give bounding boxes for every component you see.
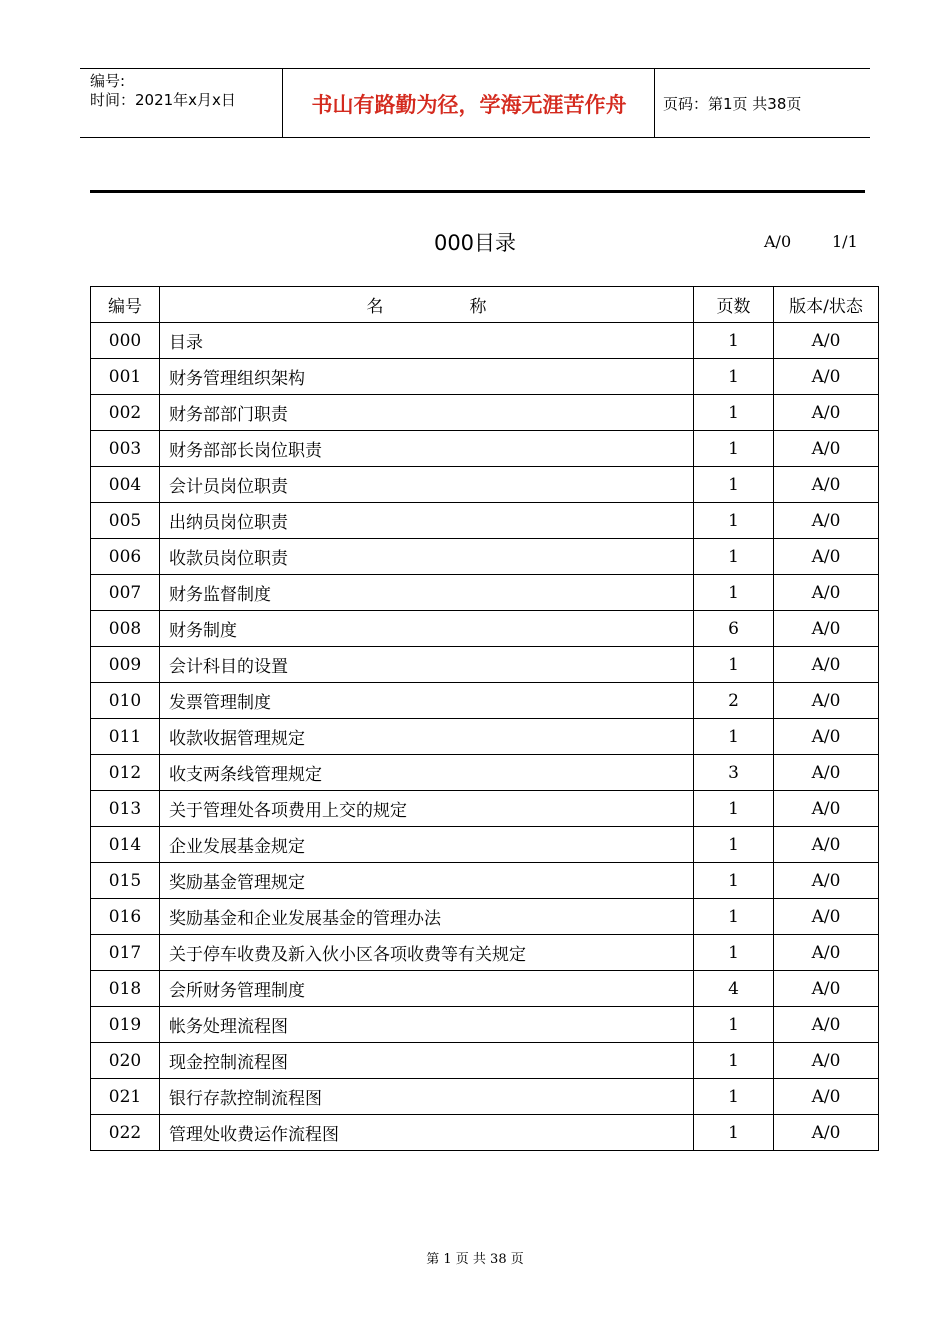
table-row — [91, 431, 879, 467]
row-version: A/0 — [774, 1043, 879, 1079]
row-version: A/0 — [774, 971, 879, 1007]
row-pages: 1 — [694, 467, 774, 503]
table-header-row — [91, 287, 879, 323]
table-row — [91, 899, 879, 935]
row-pages: 1 — [694, 827, 774, 863]
row-code: 018 — [91, 971, 160, 1007]
row-code: 009 — [91, 647, 160, 683]
row-version: A/0 — [774, 899, 879, 935]
table-row — [91, 1043, 879, 1079]
row-name: 现金控制流程图 — [160, 1043, 694, 1079]
table-row — [91, 971, 879, 1007]
row-pages: 1 — [694, 1079, 774, 1115]
table-row — [91, 575, 879, 611]
row-version: A/0 — [774, 503, 879, 539]
table-row — [91, 1007, 879, 1043]
row-code: 000 — [91, 323, 160, 359]
row-version: A/0 — [774, 575, 879, 611]
row-code: 007 — [91, 575, 160, 611]
table-row — [91, 1115, 879, 1151]
row-name: 财务部部长岗位职责 — [160, 431, 694, 467]
table-row — [91, 467, 879, 503]
row-name: 管理处收费运作流程图 — [160, 1115, 694, 1151]
table-row — [91, 791, 879, 827]
row-pages: 1 — [694, 359, 774, 395]
number-label: 编号: — [90, 72, 126, 90]
table-row — [91, 395, 879, 431]
table-row — [91, 755, 879, 791]
row-version: A/0 — [774, 827, 879, 863]
table-row — [91, 611, 879, 647]
row-code: 014 — [91, 827, 160, 863]
row-version: A/0 — [774, 323, 879, 359]
row-version: A/0 — [774, 539, 879, 575]
row-code: 015 — [91, 863, 160, 899]
row-version: A/0 — [774, 1079, 879, 1115]
document-title: 000目录 — [433, 231, 517, 255]
row-code: 019 — [91, 1007, 160, 1043]
row-pages: 1 — [694, 503, 774, 539]
row-name: 财务监督制度 — [160, 575, 694, 611]
row-code: 011 — [91, 719, 160, 755]
row-version: A/0 — [774, 359, 879, 395]
row-pages: 4 — [694, 971, 774, 1007]
page-footer: 第 1 页 共 38 页 — [426, 1252, 524, 1267]
row-name: 会所财务管理制度 — [160, 971, 694, 1007]
document-version: A/0 — [764, 232, 792, 251]
row-pages: 1 — [694, 431, 774, 467]
row-pages: 1 — [694, 647, 774, 683]
table-row — [91, 827, 879, 863]
row-name: 关于停车收费及新入伙小区各项收费等有关规定 — [160, 935, 694, 971]
table-row — [91, 935, 879, 971]
header-meta — [90, 72, 236, 110]
row-pages: 1 — [694, 935, 774, 971]
row-pages: 1 — [694, 791, 774, 827]
row-code: 001 — [91, 359, 160, 395]
page-header — [80, 68, 870, 138]
row-version: A/0 — [774, 647, 879, 683]
row-pages: 1 — [694, 1007, 774, 1043]
table-row — [91, 539, 879, 575]
row-version: A/0 — [774, 791, 879, 827]
row-code: 003 — [91, 431, 160, 467]
horizontal-rule — [90, 190, 865, 193]
row-name: 关于管理处各项费用上交的规定 — [160, 791, 694, 827]
header-pages: 页数 — [694, 287, 774, 323]
table-row — [91, 503, 879, 539]
row-name: 企业发展基金规定 — [160, 827, 694, 863]
row-name: 财务制度 — [160, 611, 694, 647]
row-version: A/0 — [774, 467, 879, 503]
row-code: 012 — [91, 755, 160, 791]
row-pages: 1 — [694, 323, 774, 359]
row-pages: 1 — [694, 719, 774, 755]
row-code: 021 — [91, 1079, 160, 1115]
row-code: 020 — [91, 1043, 160, 1079]
row-pages: 1 — [694, 575, 774, 611]
row-pages: 3 — [694, 755, 774, 791]
row-name: 财务管理组织架构 — [160, 359, 694, 395]
table-row — [91, 1079, 879, 1115]
row-name: 奖励基金和企业发展基金的管理办法 — [160, 899, 694, 935]
header-version: 版本/状态 — [774, 287, 879, 323]
header-code: 编号 — [91, 287, 160, 323]
header-name-part: 名 — [366, 297, 384, 317]
row-name: 奖励基金管理规定 — [160, 863, 694, 899]
row-code: 006 — [91, 539, 160, 575]
table-row — [91, 683, 879, 719]
row-pages: 1 — [694, 395, 774, 431]
row-name: 财务部部门职责 — [160, 395, 694, 431]
row-name: 收支两条线管理规定 — [160, 755, 694, 791]
row-code: 022 — [91, 1115, 160, 1151]
table-row — [91, 323, 879, 359]
row-code: 008 — [91, 611, 160, 647]
row-pages: 1 — [694, 539, 774, 575]
row-name: 会计科目的设置 — [160, 647, 694, 683]
row-code: 016 — [91, 899, 160, 935]
row-name: 收款收据管理规定 — [160, 719, 694, 755]
time-label: 时间：2021年x月x日 — [90, 91, 236, 109]
document-page: 1/1 — [832, 232, 858, 251]
row-pages: 1 — [694, 1115, 774, 1151]
table-row — [91, 647, 879, 683]
table-row — [91, 719, 879, 755]
row-code: 010 — [91, 683, 160, 719]
row-pages: 1 — [694, 899, 774, 935]
row-version: A/0 — [774, 683, 879, 719]
row-pages: 1 — [694, 863, 774, 899]
row-version: A/0 — [774, 431, 879, 467]
header-page-info: 页码：第1页 共38页 — [663, 95, 802, 113]
row-version: A/0 — [774, 395, 879, 431]
row-pages: 1 — [694, 1043, 774, 1079]
row-version: A/0 — [774, 611, 879, 647]
row-name: 银行存款控制流程图 — [160, 1079, 694, 1115]
header-name — [160, 287, 694, 323]
header-motto: 书山有路勤为径，学海无涯苦作舟 — [311, 93, 627, 117]
row-code: 013 — [91, 791, 160, 827]
row-version: A/0 — [774, 863, 879, 899]
table-row — [91, 863, 879, 899]
row-version: A/0 — [774, 755, 879, 791]
row-name: 收款员岗位职责 — [160, 539, 694, 575]
row-code: 004 — [91, 467, 160, 503]
row-name: 会计员岗位职责 — [160, 467, 694, 503]
row-pages: 2 — [694, 683, 774, 719]
row-name: 帐务处理流程图 — [160, 1007, 694, 1043]
row-version: A/0 — [774, 1007, 879, 1043]
row-name: 出纳员岗位职责 — [160, 503, 694, 539]
header-name-part: 称 — [469, 297, 487, 317]
row-pages: 6 — [694, 611, 774, 647]
row-version: A/0 — [774, 935, 879, 971]
row-code: 017 — [91, 935, 160, 971]
row-name: 目录 — [160, 323, 694, 359]
row-name: 发票管理制度 — [160, 683, 694, 719]
row-code: 002 — [91, 395, 160, 431]
row-version: A/0 — [774, 719, 879, 755]
row-code: 005 — [91, 503, 160, 539]
contents-table — [90, 286, 879, 1151]
row-version: A/0 — [774, 1115, 879, 1151]
table-row — [91, 359, 879, 395]
